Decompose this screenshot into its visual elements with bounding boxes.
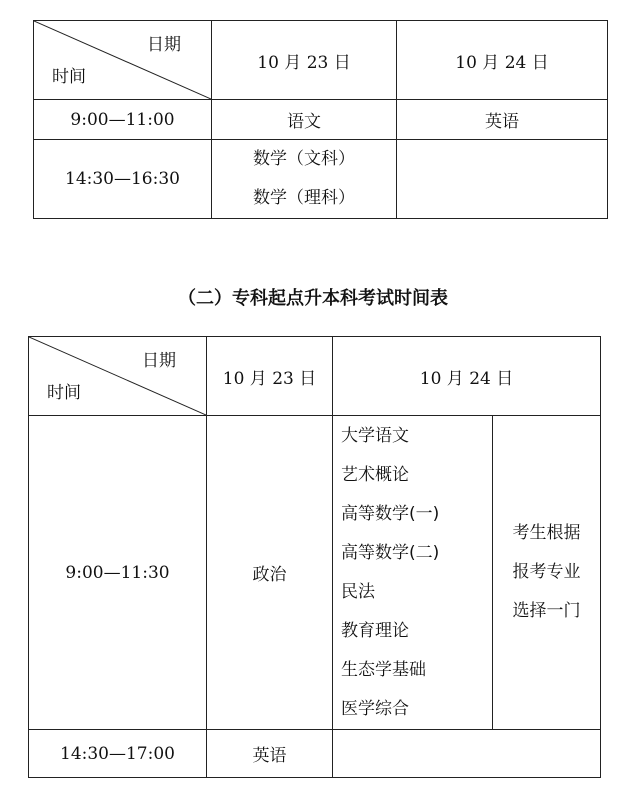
exam-schedule-table-2 bbox=[28, 336, 601, 778]
subject-list-item: 医学综合 bbox=[341, 699, 409, 719]
subject-list-item: 大学语文 bbox=[341, 426, 409, 446]
table2-corner-header bbox=[29, 337, 207, 416]
table2-time-cell: 9:00—11:30 bbox=[29, 416, 207, 730]
date-header-label: 日期 bbox=[147, 35, 181, 55]
table2-time-cell: 14:30—17:00 bbox=[29, 730, 207, 778]
subject-line: 数学（文科） bbox=[253, 149, 355, 169]
subject-line: 数学（理科） bbox=[253, 188, 355, 208]
table1-subject-cell: 语文 bbox=[212, 100, 397, 140]
note-line: 考生根据 bbox=[512, 523, 581, 543]
table2-subject-cell: 政治 bbox=[207, 416, 333, 730]
note-line: 报考专业 bbox=[512, 562, 581, 582]
table2-day1-header: 10 月 23 日 bbox=[207, 337, 333, 416]
table2-note-cell bbox=[493, 416, 601, 730]
table1-subject-cell bbox=[212, 140, 397, 219]
subject-list-item: 高等数学(二) bbox=[341, 543, 440, 563]
table1-day1-header: 10 月 23 日 bbox=[212, 21, 397, 100]
diagonal-line bbox=[34, 21, 211, 99]
subject-list-item: 教育理论 bbox=[341, 621, 409, 641]
subject-list-item: 艺术概论 bbox=[341, 465, 409, 485]
subject-list-item: 高等数学(一) bbox=[341, 504, 440, 524]
note-line: 选择一门 bbox=[512, 601, 581, 621]
table1-day2-header: 10 月 24 日 bbox=[397, 21, 608, 100]
table1-subject-cell: 英语 bbox=[397, 100, 608, 140]
table2-empty-cell bbox=[333, 730, 601, 778]
table1-time-cell: 9:00—11:00 bbox=[34, 100, 212, 140]
subject-list-item: 民法 bbox=[341, 582, 375, 602]
subject-list-item: 生态学基础 bbox=[341, 660, 426, 680]
time-header-label: 时间 bbox=[47, 383, 81, 403]
section-title: （二）专科起点升本科考试时间表 bbox=[178, 288, 448, 309]
table2-day2-header: 10 月 24 日 bbox=[333, 337, 601, 416]
diagonal-line bbox=[29, 337, 206, 415]
date-header-label: 日期 bbox=[142, 351, 176, 371]
table2-subject-list-cell bbox=[333, 416, 493, 730]
exam-schedule-table-1 bbox=[33, 20, 608, 219]
table1-corner-header bbox=[34, 21, 212, 100]
time-header-label: 时间 bbox=[52, 67, 86, 87]
table2-subject-cell: 英语 bbox=[207, 730, 333, 778]
table1-empty-cell bbox=[397, 140, 608, 219]
table1-time-cell: 14:30—16:30 bbox=[34, 140, 212, 219]
